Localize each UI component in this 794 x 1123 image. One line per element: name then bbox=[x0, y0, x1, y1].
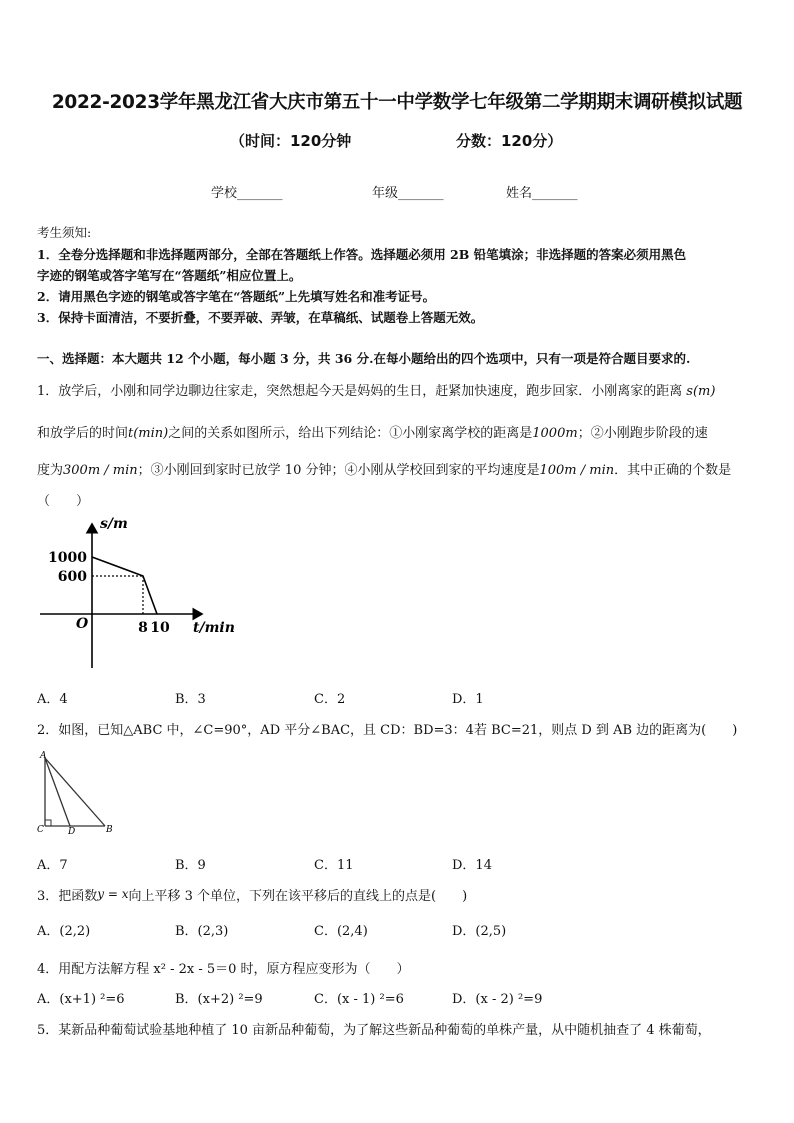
question-4-text: 4．用配方法解方程 x² - 2x - 5＝0 时，原方程应变形为（ ） bbox=[37, 962, 410, 977]
graph-line bbox=[92, 557, 157, 614]
question-1-line-3 bbox=[37, 459, 731, 478]
grade-field: 年级_______ bbox=[372, 186, 444, 201]
option-d[interactable]: D．(x - 2) ²=9 bbox=[452, 992, 543, 1007]
option-b[interactable]: B．3 bbox=[175, 692, 206, 707]
question-text: 度为 bbox=[37, 463, 64, 478]
option-b[interactable]: B．9 bbox=[175, 858, 206, 873]
x-axis-label: t/min bbox=[193, 620, 235, 636]
exam-score: 分数：120分） bbox=[456, 132, 563, 150]
question-text: ；③小刚回到家时已放学 10 分钟；④小刚从学校回到家的平均速度是 bbox=[137, 463, 540, 478]
notice-heading: 考生须知: bbox=[37, 225, 92, 240]
math-expression: t(min) bbox=[128, 426, 169, 441]
math-expression: 300m / min bbox=[63, 463, 138, 478]
question-1-line-2 bbox=[37, 422, 708, 441]
x-tick-label: 10 bbox=[150, 620, 170, 636]
triangle-figure bbox=[30, 748, 125, 838]
vertex-label-d: D bbox=[68, 827, 76, 837]
question-text: ．其中正确的个数是 bbox=[614, 463, 732, 478]
question-2-text: 2．如图，已知△ABC 中，∠C=90°，AD 平分∠BAC，且 CD：BD=3：4若 BC=21，则点 D 到 AB 边的距离为( ) bbox=[37, 723, 738, 738]
option-a[interactable]: A．4 bbox=[37, 692, 68, 707]
question-text: 和放学后的时间 bbox=[37, 426, 129, 441]
option-b[interactable]: B．(2,3) bbox=[175, 924, 229, 939]
x-tick-label: 8 bbox=[138, 620, 148, 636]
answer-blank: （ ） bbox=[37, 494, 90, 509]
y-tick-label: 600 bbox=[57, 569, 87, 585]
question-3-text bbox=[37, 885, 467, 904]
question-text: 1．放学后，小刚和同学边聊边往家走，突然想起今天是妈妈的生日，赶紧加快速度，跑步回家．小刚离家的距离 bbox=[37, 384, 683, 399]
option-a[interactable]: A．7 bbox=[37, 858, 68, 873]
question-text: 3．把函数 bbox=[37, 889, 98, 904]
school-field: 学校_______ bbox=[211, 186, 283, 201]
option-d[interactable]: D．1 bbox=[452, 692, 484, 707]
notice-item: 1．全卷分选择题和非选择题两部分，全部在答题纸上作答。选择题必须用 2B 铅笔填涂；非选择题的答案必须用黑色 bbox=[37, 247, 687, 262]
option-c[interactable]: C．(2,4) bbox=[314, 924, 368, 939]
question-1-line-1 bbox=[37, 380, 715, 399]
question-text: 之间的关系如图所示，给出下列结论：①小刚家离学校的距离是 bbox=[168, 426, 533, 441]
exam-time: （时间：120分钟 bbox=[230, 132, 352, 150]
math-expression: s(m) bbox=[686, 384, 716, 399]
vertex-label-b: B bbox=[106, 825, 113, 835]
option-c[interactable]: C．(x - 1) ²=6 bbox=[314, 992, 404, 1007]
exam-title: 2022-2023学年黑龙江省大庆市第五十一中学数学七年级第二学期期末调研模拟试题 bbox=[51, 92, 743, 113]
y-axis-label: s/m bbox=[100, 516, 128, 532]
question-5-text: 5．某新品种葡萄试验基地种植了 10 亩新品种葡萄，为了解这些新品种葡萄的单株产量，从中随机抽查了 4 株葡萄， bbox=[37, 1023, 711, 1038]
origin-label: O bbox=[76, 616, 89, 632]
notice-item: 3．保持卡面清洁，不要折叠，不要弄破、弄皱，在草稿纸、试题卷上答题无效。 bbox=[37, 310, 484, 325]
name-field: 姓名_______ bbox=[506, 186, 578, 201]
distance-time-graph bbox=[30, 510, 250, 675]
vertex-label-a: A bbox=[40, 751, 47, 761]
option-d[interactable]: D．(2,5) bbox=[452, 924, 507, 939]
notice-item: 字迹的钢笔或答字笔写在“答题纸”相应位置上。 bbox=[37, 268, 302, 283]
option-a[interactable]: A．(x+1) ²=6 bbox=[37, 992, 125, 1007]
question-text: 向上平移 3 个单位，下列在该平移后的直线上的点是( ) bbox=[128, 889, 468, 904]
option-d[interactable]: D．14 bbox=[452, 858, 492, 873]
math-expression: 100m / min bbox=[539, 463, 615, 478]
option-b[interactable]: B．(x+2) ²=9 bbox=[175, 992, 263, 1007]
y-tick-label: 1000 bbox=[48, 550, 87, 566]
notice-item: 2．请用黑色字迹的钢笔或答字笔在“答题纸”上先填写姓名和准考证号。 bbox=[37, 289, 436, 304]
math-expression: 1000m bbox=[532, 426, 578, 441]
option-a[interactable]: A．(2,2) bbox=[37, 924, 91, 939]
question-text: ；②小刚跑步阶段的速 bbox=[577, 426, 708, 441]
section-heading: 一、选择题：本大题共 12 个小题，每小题 3 分，共 36 分.在每小题给出的四个选项中，只有一项是符合题目要求的. bbox=[37, 351, 691, 366]
option-c[interactable]: C．11 bbox=[314, 858, 354, 873]
math-expression: y = x bbox=[97, 887, 129, 901]
vertex-label-c: C bbox=[37, 825, 44, 835]
option-c[interactable]: C．2 bbox=[314, 692, 346, 707]
